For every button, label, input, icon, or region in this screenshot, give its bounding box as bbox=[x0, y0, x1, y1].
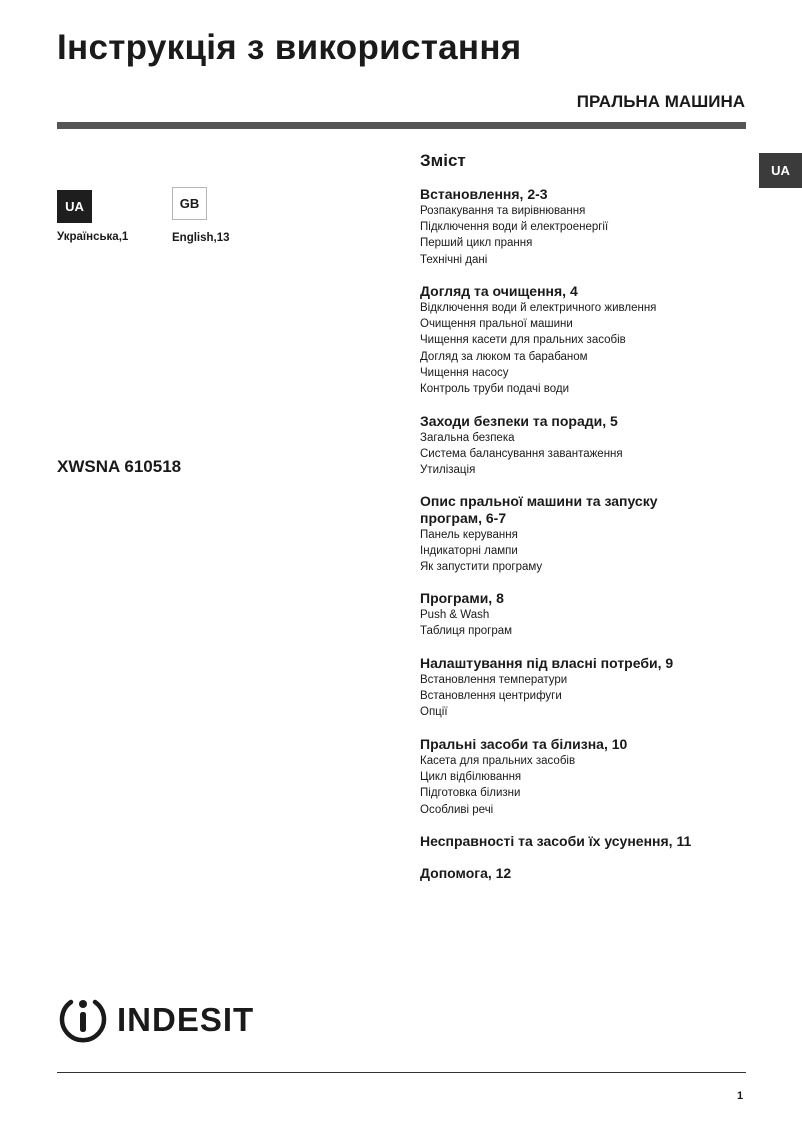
toc-item[interactable]: Чищення касети для пральних засобів bbox=[420, 334, 626, 347]
language-gb-badge[interactable]: GB bbox=[172, 187, 207, 220]
language-side-tab: UA bbox=[759, 153, 802, 188]
toc-section-heading[interactable]: Допомога, 12 bbox=[420, 865, 512, 881]
toc-item[interactable]: Касета для пральних засобів bbox=[420, 755, 576, 767]
indesit-power-icon bbox=[57, 995, 109, 1045]
toc-section-heading[interactable]: Налаштування під власні потреби, 9 bbox=[420, 655, 674, 671]
toc-item[interactable]: Утилізація bbox=[420, 464, 476, 477]
brand-wordmark: INDESIT bbox=[117, 1001, 255, 1038]
toc-item[interactable]: Індикаторні лампи bbox=[420, 545, 518, 558]
toc-section bbox=[420, 283, 750, 397]
toc-section bbox=[420, 865, 750, 882]
toc-title: Зміст bbox=[420, 151, 466, 170]
header-divider bbox=[57, 122, 746, 129]
language-ua-badge[interactable]: UA bbox=[57, 190, 92, 223]
toc-item[interactable]: Контроль труби подачі води bbox=[420, 383, 569, 396]
toc-item[interactable]: Цикл відбілювання bbox=[420, 771, 522, 784]
toc-item[interactable]: Як запустити програму bbox=[420, 561, 543, 574]
product-type: ПРАЛЬНА МАШИНА bbox=[576, 92, 745, 111]
toc-section bbox=[420, 655, 750, 721]
toc-section-heading[interactable]: Догляд та очищення, 4 bbox=[420, 283, 578, 299]
toc-item[interactable]: Відключення води й електричного живлення bbox=[420, 302, 657, 314]
toc-section-heading[interactable]: Несправності та засоби їх усунення, 11 bbox=[420, 833, 692, 849]
toc-section bbox=[420, 736, 750, 818]
toc-item[interactable]: Опції bbox=[420, 706, 448, 719]
toc-item[interactable]: Панель керування bbox=[420, 529, 518, 541]
toc-item[interactable]: Перший цикл прання bbox=[420, 237, 533, 250]
toc-section bbox=[420, 833, 750, 850]
brand-logo bbox=[57, 995, 254, 1045]
footer-divider bbox=[57, 1072, 746, 1073]
toc-item[interactable]: Встановлення центрифуги bbox=[420, 690, 562, 703]
page-title: Інструкція з використання bbox=[57, 28, 522, 67]
toc-item[interactable]: Загальна безпека bbox=[420, 432, 515, 444]
model-number: XWSNA 610518 bbox=[57, 457, 182, 476]
toc-section-heading[interactable]: Заходи безпеки та поради, 5 bbox=[420, 413, 618, 429]
toc-item[interactable]: Розпакування та вирівнювання bbox=[420, 205, 586, 217]
toc-section bbox=[420, 186, 750, 268]
toc-item[interactable]: Технічні дані bbox=[420, 253, 488, 266]
toc-item[interactable]: Очищення пральної машини bbox=[420, 318, 573, 331]
toc-section bbox=[420, 590, 750, 639]
toc-section bbox=[420, 493, 750, 576]
language-ua-label[interactable]: Українська,1 bbox=[57, 231, 129, 243]
toc-item[interactable]: Особливі речі bbox=[420, 803, 494, 816]
toc-item[interactable]: Підготовка білизни bbox=[420, 787, 521, 800]
toc-item[interactable]: Підключення води й електроенергії bbox=[420, 221, 609, 234]
toc-item[interactable]: Чищення насосу bbox=[420, 366, 509, 379]
toc-item[interactable]: Встановлення температури bbox=[420, 674, 568, 686]
toc-item[interactable]: Система балансування завантаження bbox=[420, 448, 623, 461]
toc-section-heading[interactable]: Встановлення, 2-3 bbox=[420, 186, 548, 202]
toc-item[interactable]: Догляд за люком та барабаном bbox=[420, 350, 588, 363]
page-number: 1 bbox=[737, 1090, 744, 1102]
toc-section-heading[interactable]: Пральні засоби та білизна, 10 bbox=[420, 736, 628, 752]
toc-item[interactable]: Таблиця програм bbox=[420, 625, 513, 638]
toc-section bbox=[420, 413, 750, 479]
toc-item[interactable]: Push & Wash bbox=[420, 609, 490, 621]
language-gb-label[interactable]: English,13 bbox=[172, 232, 230, 244]
toc-section-heading[interactable]: Опис пральної машини та запуску програм, 6-7 bbox=[420, 493, 658, 526]
toc-section-heading[interactable]: Програми, 8 bbox=[420, 590, 504, 606]
